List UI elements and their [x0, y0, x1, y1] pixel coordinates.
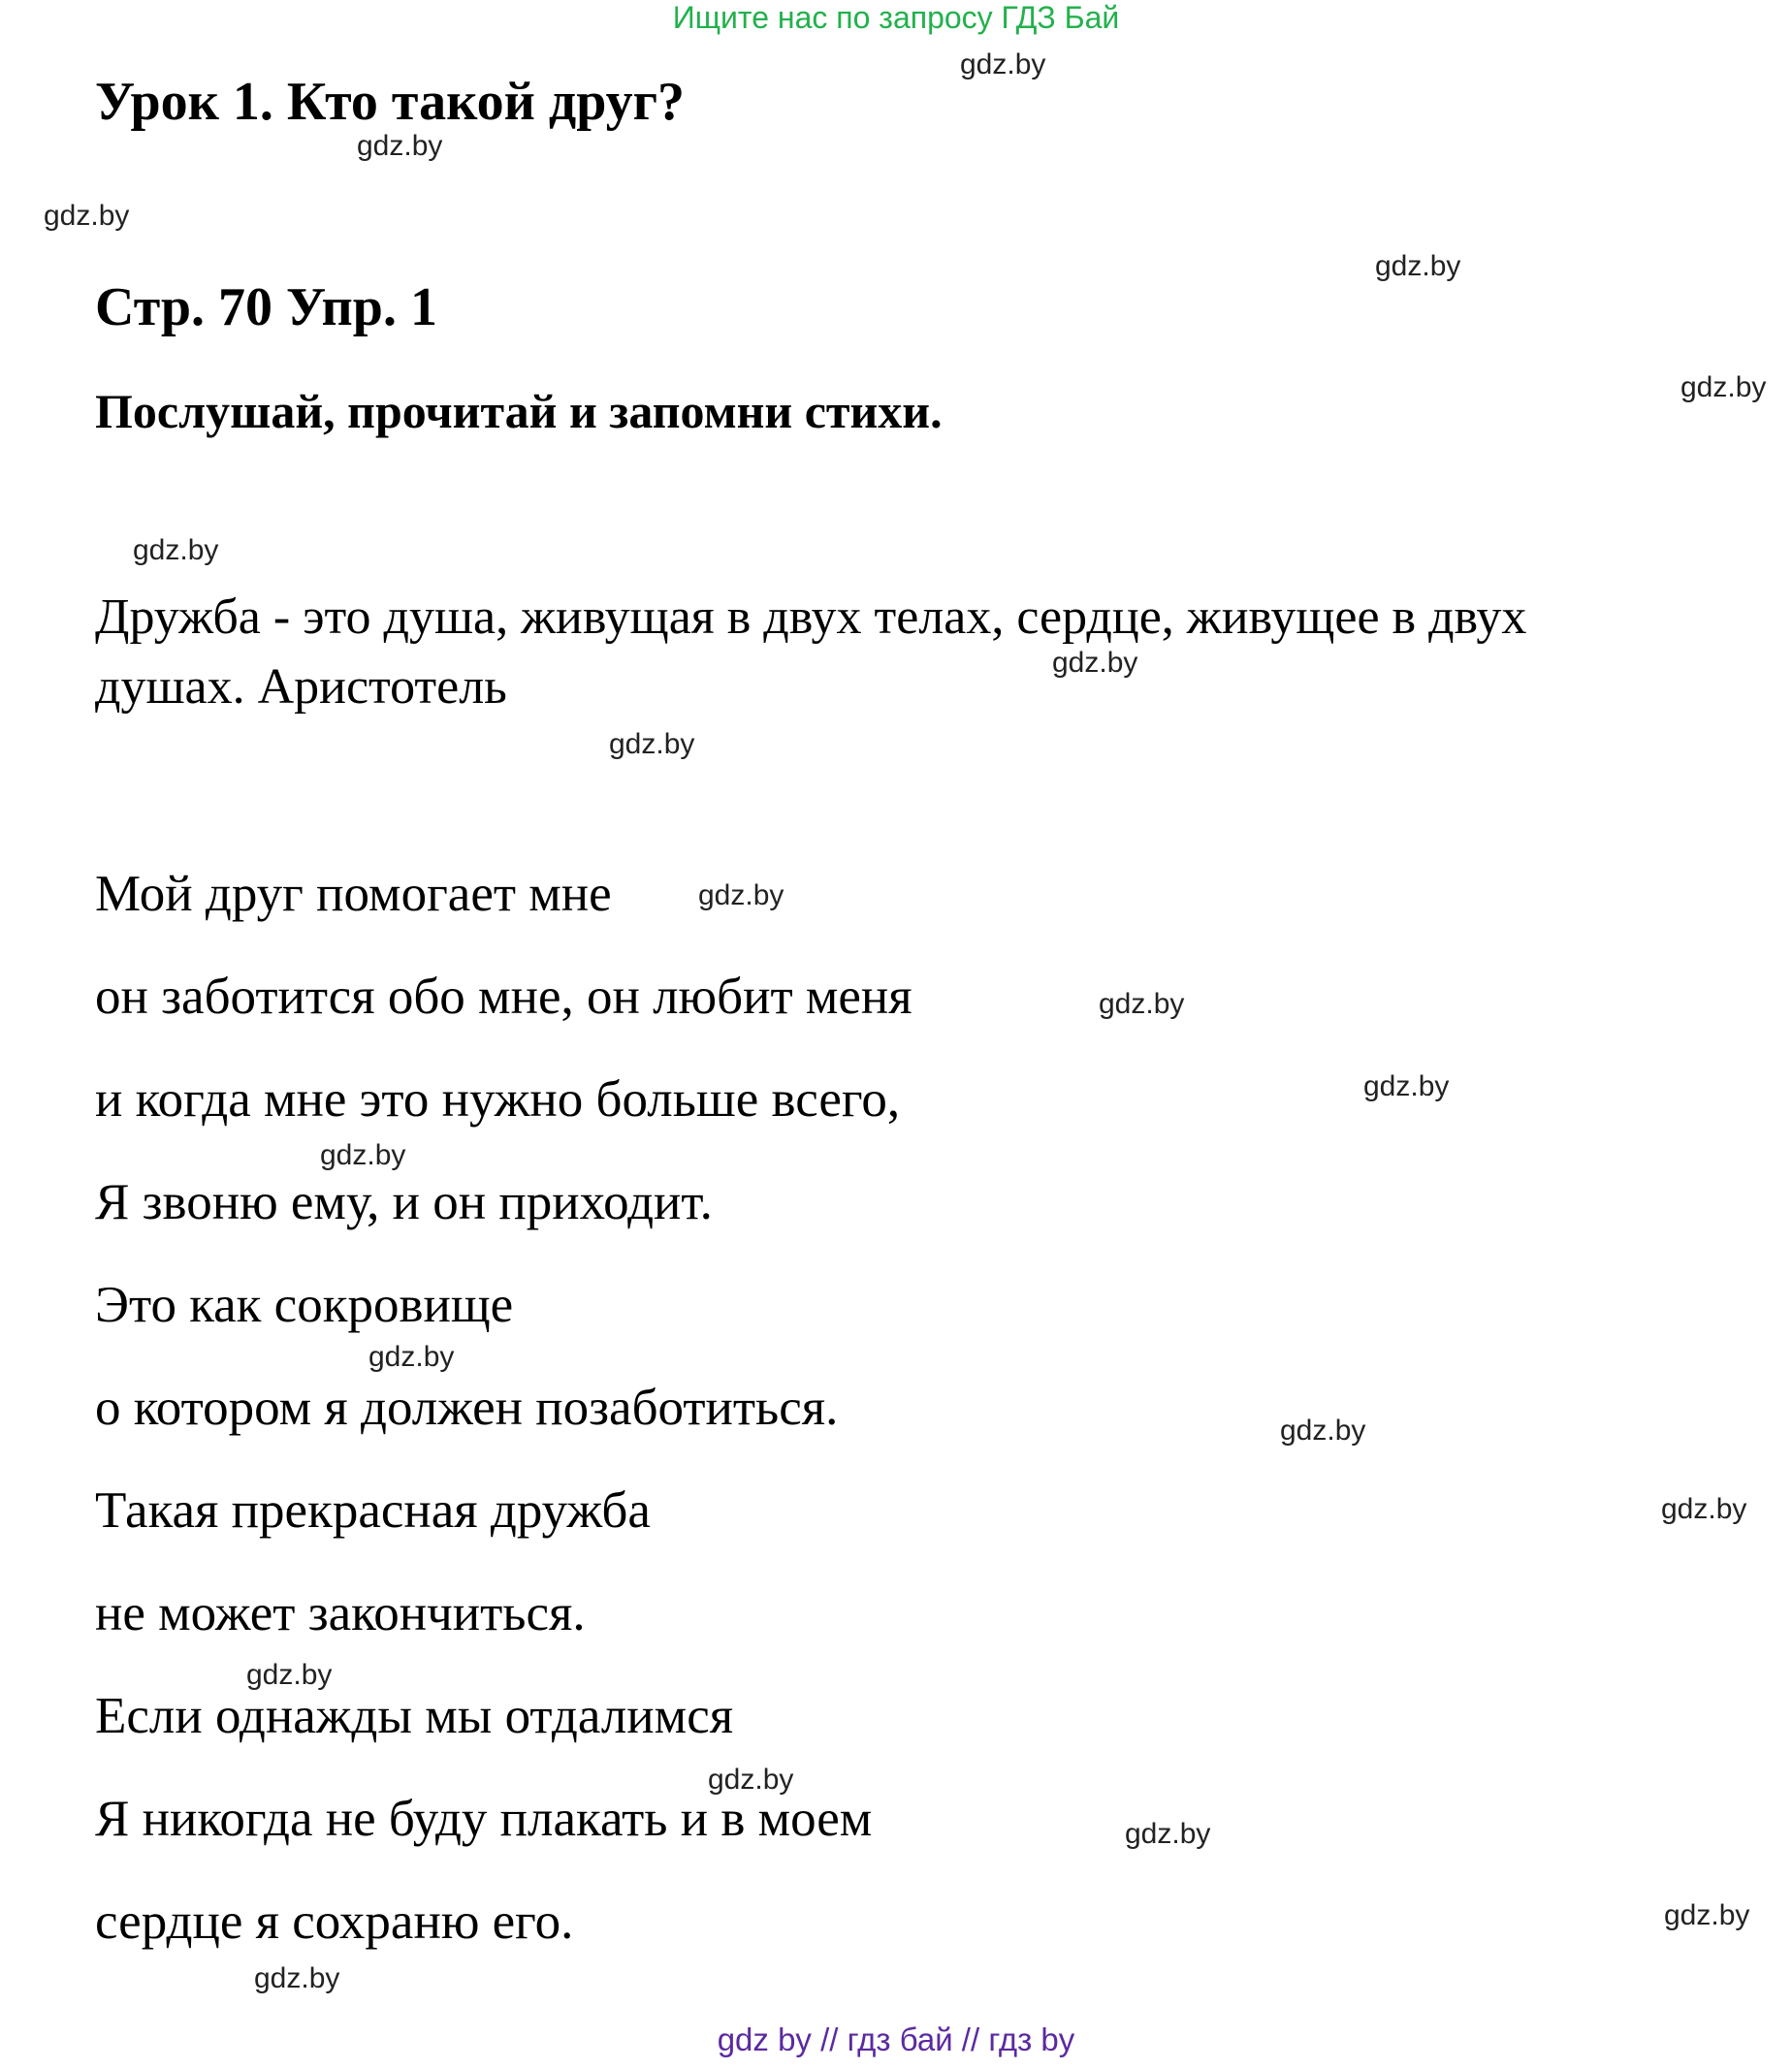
poem-line-9: Если однажды мы отдалимся [95, 1688, 734, 1744]
watermark: gdz.by [698, 879, 784, 911]
task-instruction: Послушай, прочитай и запомни стихи. [95, 384, 943, 438]
quote-line-2: душах. Аристотель [95, 659, 507, 715]
poem-line-10: Я никогда не буду плакать и в моем [95, 1791, 873, 1847]
poem-line-6: о котором я должен позаботиться. [95, 1380, 839, 1436]
watermark: gdz.by [44, 200, 130, 232]
watermark: gdz.by [133, 534, 219, 566]
poem-line-3: и когда мне это нужно больше всего, [95, 1071, 901, 1128]
poem-line-7: Такая прекрасная дружба [95, 1482, 651, 1539]
watermark: gdz.by [1099, 988, 1185, 1020]
watermark: gdz.by [1363, 1070, 1450, 1102]
poem-line-8: не может закончиться. [95, 1585, 586, 1641]
watermark: gdz.by [1680, 371, 1767, 403]
watermark: gdz.by [254, 1962, 340, 1994]
watermark: gdz.by [357, 130, 443, 162]
watermark: gdz.by [1661, 1493, 1747, 1525]
poem-line-2: он заботится обо мне, он любит меня [95, 969, 912, 1025]
watermark: gdz.by [1664, 1899, 1750, 1931]
watermark: gdz.by [320, 1139, 406, 1171]
poem-line-11: сердце я сохраню его. [95, 1894, 574, 1950]
top-banner[interactable]: Ищите нас по запросу ГДЗ Бай [672, 0, 1120, 35]
watermark: gdz.by [246, 1659, 333, 1691]
quote-line-1: Дружба - это душа, живущая в двух телах, сердце, живущее в двух [95, 589, 1527, 645]
watermark: gdz.by [1375, 250, 1461, 282]
watermark: gdz.by [1125, 1818, 1211, 1850]
watermark: gdz.by [1052, 647, 1138, 679]
footer-links[interactable]: gdz by // гдз бай // гдз by [717, 2021, 1075, 2057]
poem-line-1: Мой друг помогает мне [95, 866, 612, 922]
watermark: gdz.by [1280, 1415, 1366, 1447]
aristotle-quote [95, 583, 1744, 722]
watermark: gdz.by [609, 728, 695, 760]
watermark: gdz.by [960, 48, 1046, 80]
poem-line-5: Это как сокровище [95, 1277, 514, 1333]
lesson-title: Урок 1. Кто такой друг? [95, 72, 686, 132]
exercise-reference: Стр. 70 Упр. 1 [95, 277, 437, 337]
poem-line-4: Я звоню ему, и он приходит. [95, 1174, 713, 1230]
watermark: gdz.by [368, 1341, 455, 1373]
watermark: gdz.by [708, 1764, 794, 1796]
